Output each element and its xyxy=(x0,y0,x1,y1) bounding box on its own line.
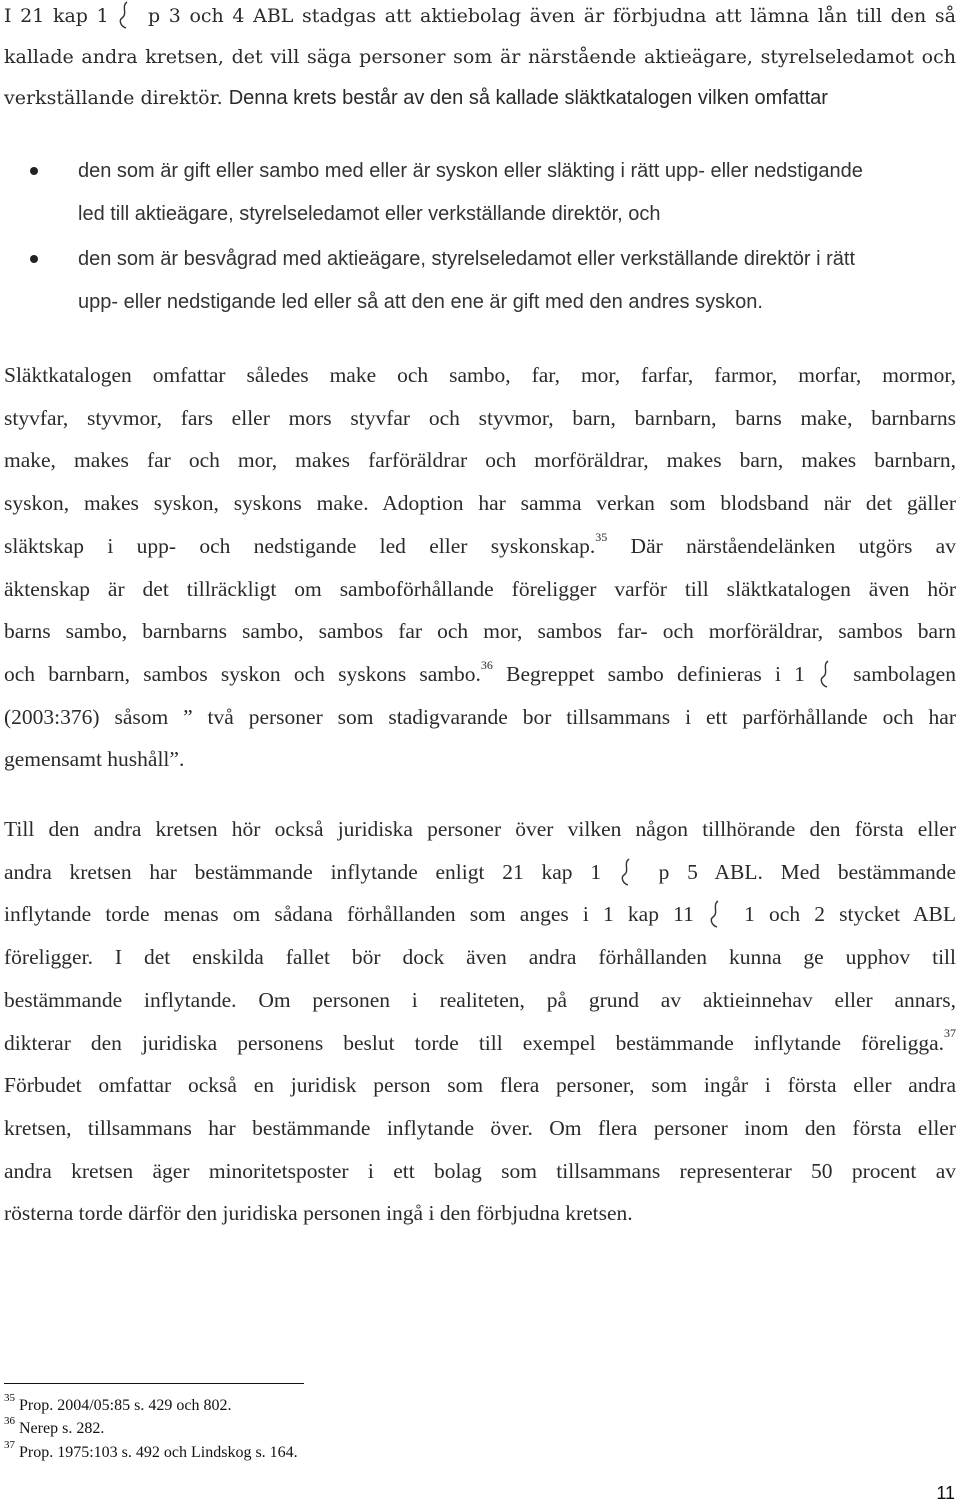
text-line: föreligger. I det enskilda fallet bör dock även andra förhållanden kunna ge upphov till xyxy=(4,945,956,970)
intro-line-1: I 21 kap 1 p 3 och 4 ABL stadgas att aktiebolag även är förbjudna att lämna lån till den så xyxy=(4,0,956,37)
text-line: barns sambo, barnbarns sambo, sambos far och mor, sambos far- och morföräldrar, sambos barn xyxy=(4,619,956,644)
kinship-paragraph xyxy=(4,354,956,781)
footnote-ref-35[interactable]: 35 xyxy=(595,529,608,544)
text-line: syskon, makes syskon, syskons make. Adoption har samma verkan som blodsband när det gäller xyxy=(4,491,956,516)
bullet-line: upp- eller nedstigande led eller så att den ene är gift med den andres syskon. xyxy=(78,291,763,313)
footnote-ref-37[interactable]: 37 xyxy=(944,1026,956,1041)
text-line: äktenskap är det tillräckligt om samboförhållande föreligger varför till släktkatalogen även hör xyxy=(4,576,956,601)
footnote-divider xyxy=(4,1383,304,1384)
text-line: (2003:376) såsom ” två personer som stadigvarande bor tillsammans i ett parförhållande och har xyxy=(4,704,956,729)
text-line: dikterar den juridiska personens beslut torde till exempel bestämmande inflytande föreligga.$^{37}$ xyxy=(4,1026,956,1055)
section-sign-icon xyxy=(117,0,139,37)
section-sign-icon xyxy=(619,851,641,894)
text-line: Till den andra kretsen hör också juridiska personer över vilken någon tillhörande den första eller xyxy=(4,817,956,841)
legal-entity-paragraph xyxy=(4,808,956,1235)
text-line: bestämmande inflytande. Om personen i realiteten, på grund av aktieinnehav eller annars, xyxy=(4,987,956,1012)
text-line: inflytande torde menas om sådana förhållanden som anges i 1 kap 11 1 och 2 stycket ABL xyxy=(4,893,956,936)
text-line: släktskap i upp- och nedstigande led eller syskonskap.$^{35}$ Där närståendelänken utgörs av xyxy=(4,529,956,558)
bullet-icon xyxy=(30,167,38,175)
footnote-ref-36[interactable]: 36 xyxy=(480,657,493,672)
bullet-line: den som är gift eller sambo med eller är syskon eller släkting i rätt upp- eller nedstigande xyxy=(78,160,863,182)
footnote-number: 37 xyxy=(4,1438,15,1451)
text-line: gemensamt hushåll”. xyxy=(4,747,185,772)
text-line: rösterna torde därför den juridiska personen ingå i den förbjudna kretsen. xyxy=(4,1201,633,1226)
footnote-number: 35 xyxy=(4,1391,15,1404)
intro-line-3: verkställande direktör. Denna krets består av den så kallade släktkatalogen vilken omfattar xyxy=(4,87,828,109)
section-sign-icon xyxy=(818,653,840,696)
list-item xyxy=(30,150,956,236)
section-sign-icon xyxy=(708,893,730,936)
text-line: Förbudet omfattar också en juridisk person som flera personer, som ingår i första eller andra xyxy=(4,1073,956,1098)
footnote-37 xyxy=(4,1438,298,1462)
footnote-number: 36 xyxy=(4,1414,15,1427)
text-line: andra kretsen har bestämmande inflytande enligt 21 kap 1 p 5 ABL. Med bestämmande xyxy=(4,851,956,894)
text-line: kretsen, tillsammans har bestämmande inflytande över. Om flera personer inom den första eller xyxy=(4,1115,956,1140)
bullet-line: led till aktieägare, styrelseledamot eller verkställande direktör, och xyxy=(78,203,661,225)
footnote-text: Prop. 1975:103 s. 492 och Lindskog s. 164. xyxy=(19,1444,298,1461)
bullet-list xyxy=(30,150,956,326)
text-line: Släktkatalogen omfattar således make och sambo, far, mor, farfar, farmor, morfar, mormor, xyxy=(4,363,956,387)
intro-line-2: kallade andra kretsen, det vill säga personer som är närstående aktieägare, styrelseledamot och xyxy=(4,46,956,68)
page-number: 11 xyxy=(936,1483,955,1503)
footnote-text: Prop. 2004/05:85 s. 429 och 802. xyxy=(19,1397,232,1414)
bullet-line: den som är besvågrad med aktieägare, styrelseledamot eller verkställande direktör i rätt xyxy=(78,248,856,270)
text-line: make, makes far och mor, makes farföräldrar och morföräldrar, makes barn, makes barnbarn, xyxy=(4,448,956,473)
list-item xyxy=(30,238,956,324)
intro-paragraph xyxy=(4,0,956,119)
footnote-36 xyxy=(4,1414,105,1438)
footnote-35 xyxy=(4,1391,232,1415)
text-line: och barnbarn, sambos syskon och syskons sambo.$^{36}$ Begreppet sambo definieras i 1 sambolagen xyxy=(4,653,956,696)
text-line: styvfar, styvmor, fars eller mors styvfar och styvmor, barn, barnbarn, barns make, barnbarns xyxy=(4,405,956,430)
text-line: andra kretsen äger minoritetsposter i ett bolag som tillsammans representerar 50 procent av xyxy=(4,1158,956,1183)
footnote-text: Nerep s. 282. xyxy=(19,1420,105,1437)
bullet-icon xyxy=(30,255,38,263)
